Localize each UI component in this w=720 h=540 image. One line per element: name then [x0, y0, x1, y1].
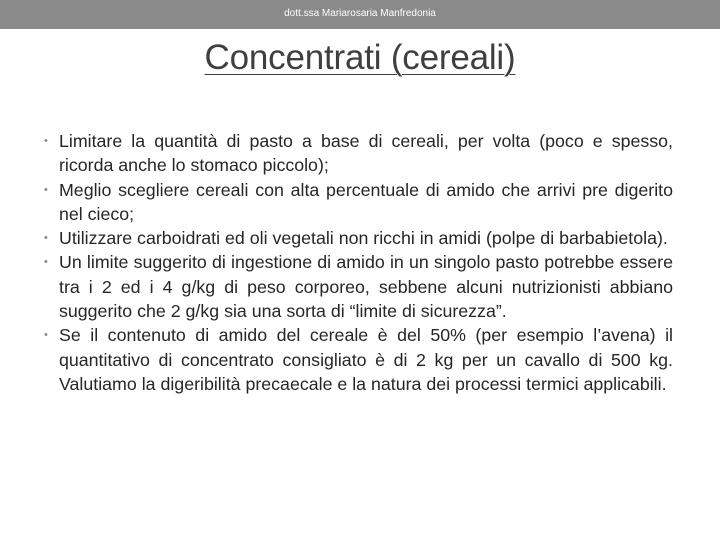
bullet-text: Un limite suggerito di ingestione di amido in un singolo pasto potrebbe essere tra i 2 ed i 4 g/kg di peso corporeo, sebbene alcuni nutrizionisti abbiano suggerito che 2 g/kg sia una sorta di “limite di sicurezza”.: [59, 252, 673, 322]
slide-title: Concentrati (cereali): [204, 38, 516, 77]
bullet-list: [43, 129, 673, 396]
bullet-text: Se il contenuto di amido del cereale è del 50% (per esempio l’avena) il quantitativo di concentrato consigliato è di 2 kg per un cavallo di 500 kg. Valutiamo la digeribilità precaecale e la natura dei processi termici applicabili.: [59, 325, 673, 394]
header-bar: [0, 0, 720, 29]
bullet-item: [43, 323, 673, 396]
bullet-item: [43, 226, 673, 250]
bullet-item: [43, 178, 673, 227]
bullet-text: Meglio scegliere cereali con alta percentuale di amido che arrivi pre digerito nel cieco;: [59, 179, 673, 224]
bullet-text: Limitare la quantità di pasto a base di cereali, per volta (poco e spesso, ricorda anche lo stomaco piccolo);: [59, 131, 673, 176]
bullet-dot-icon: •: [44, 232, 48, 245]
bullet-dot-icon: •: [44, 183, 48, 196]
bullet-text: Utilizzare carboidrati ed oli vegetali non ricchi in amidi (polpe di barbabietola).: [59, 228, 668, 249]
bullet-dot-icon: •: [44, 329, 48, 342]
bullet-item: [43, 129, 673, 178]
header-author: dott.ssa Mariarosaria Manfredonia: [284, 8, 436, 19]
bullet-dot-icon: •: [44, 135, 48, 147]
bullet-item: [43, 250, 673, 323]
bullet-dot-icon: •: [44, 256, 48, 269]
